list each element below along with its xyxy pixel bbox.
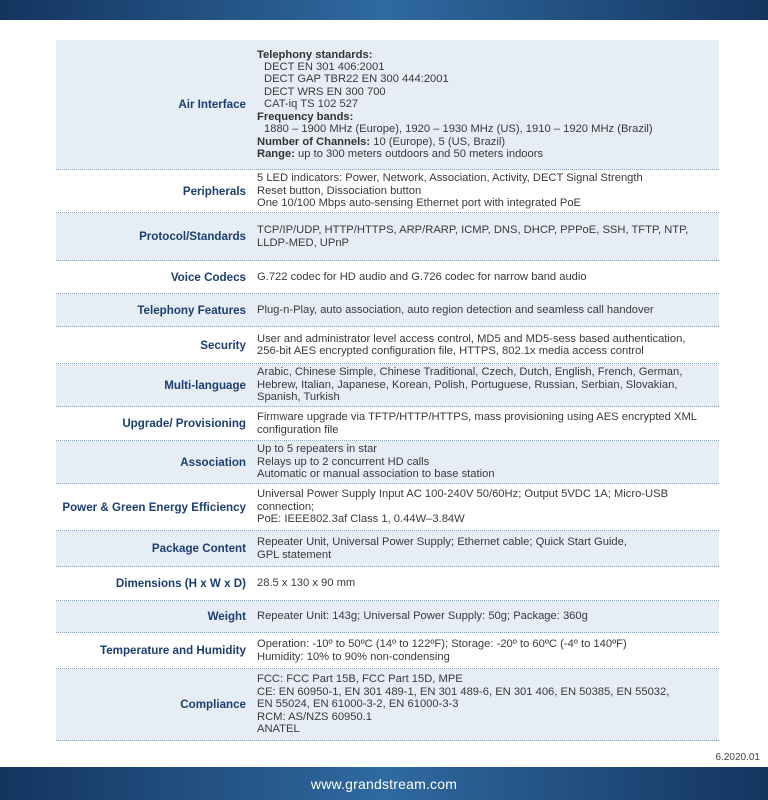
spec-line: TCP/IP/UDP, HTTP/HTTPS, ARP/RARP, ICMP, DNS, DHCP, PPPoE, SSH, TFTP, NTP, bbox=[257, 224, 689, 237]
spec-line: Up to 5 repeaters in star bbox=[257, 443, 378, 456]
spec-line: Operation: -10º to 50ºC (14º to 122ºF); Storage: -20º to 60ºC (-4º to 140ºF) bbox=[257, 638, 627, 651]
spec-line: connection; bbox=[257, 500, 315, 513]
spec-label: Temperature and Humidity bbox=[99, 644, 246, 657]
spec-row-air-interface bbox=[56, 40, 719, 170]
spec-row-compliance bbox=[56, 669, 719, 741]
spec-line: FCC: FCC Part 15B, FCC Part 15D, MPE bbox=[257, 673, 463, 686]
spec-label: Compliance bbox=[180, 698, 246, 711]
spec-value bbox=[253, 536, 719, 561]
spec-row-peripherals bbox=[56, 170, 719, 213]
spec-value bbox=[253, 411, 719, 436]
range-heading: Range: bbox=[257, 147, 295, 160]
spec-row-power bbox=[56, 484, 719, 531]
spec-label: Peripherals bbox=[182, 184, 246, 198]
spec-label: Upgrade/ Provisioning bbox=[122, 417, 246, 430]
spec-value bbox=[253, 366, 719, 403]
spec-value bbox=[253, 443, 719, 480]
version-code: 6.2020.01 bbox=[715, 752, 760, 763]
spec-row-temperature bbox=[56, 633, 719, 669]
range-value: up to 300 meters outdoors and 50 meters indoors bbox=[294, 147, 544, 160]
spec-label: Weight bbox=[207, 610, 246, 623]
spec-line: DECT WRS EN 300 700 bbox=[264, 85, 386, 98]
spec-value bbox=[253, 638, 719, 663]
spec-line: 28.5 x 130 x 90 mm bbox=[257, 577, 356, 590]
spec-line: DECT EN 301 406:2001 bbox=[264, 61, 385, 74]
spec-row-package bbox=[56, 531, 719, 567]
spec-value bbox=[253, 224, 719, 249]
spec-line: Plug-n-Play, auto association, auto region detection and seamless call handover bbox=[257, 303, 654, 316]
spec-line: One 10/100 Mbps auto-sensing Ethernet port with integrated PoE bbox=[257, 197, 582, 210]
spec-table bbox=[56, 40, 719, 741]
spec-value bbox=[253, 333, 719, 358]
spec-value bbox=[253, 577, 719, 589]
spec-row-multi-language bbox=[56, 364, 719, 407]
telephony-standards-heading: Telephony standards: bbox=[257, 48, 373, 61]
spec-label: Association bbox=[180, 455, 246, 469]
channels-heading: Number of Channels: bbox=[257, 135, 371, 148]
spec-line: Repeater Unit, Universal Power Supply; Ethernet cable; Quick Start Guide, bbox=[257, 536, 627, 549]
frequency-bands-heading: Frequency bands: bbox=[257, 110, 354, 123]
spec-label: Package Content bbox=[151, 542, 246, 555]
spec-row-association bbox=[56, 441, 719, 484]
spec-value bbox=[253, 172, 719, 209]
spec-row-protocol bbox=[56, 213, 719, 261]
spec-line: Humidity: 10% to 90% non-condensing bbox=[257, 650, 450, 663]
spec-value bbox=[253, 271, 719, 283]
spec-label: Dimensions (H x W x D) bbox=[115, 577, 246, 590]
spec-row-security bbox=[56, 327, 719, 364]
spec-line: 256-bit AES encrypted configuration file, HTTPS, 802.1x media access control bbox=[257, 345, 644, 357]
footer-banner bbox=[0, 767, 768, 800]
spec-line: Repeater Unit: 143g; Universal Power Supply: 50g; Package: 360g bbox=[257, 610, 588, 623]
spec-line: Relays up to 2 concurrent HD calls bbox=[257, 455, 430, 468]
spec-line: ANATEL bbox=[257, 723, 300, 736]
spec-line: 1880 – 1900 MHz (Europe), 1920 – 1930 MHz (US), 1910 – 1920 MHz (Brazil) bbox=[264, 123, 653, 136]
spec-line: Hebrew, Italian, Japanese, Korean, Polish, Portuguese, Russian, Serbian, Slovakian, bbox=[257, 378, 678, 391]
spec-value bbox=[253, 610, 719, 622]
spec-row-dimensions bbox=[56, 567, 719, 601]
spec-line: EN 55024, EN 61000-3-2, EN 61000-3-3 bbox=[257, 698, 459, 711]
footer-url-link[interactable]: www.grandstream.com bbox=[310, 775, 458, 792]
spec-line: Reset button, Dissociation button bbox=[257, 184, 422, 197]
spec-line: User and administrator level access control, MD5 and MD5-sess based authentication, bbox=[257, 332, 686, 345]
top-banner bbox=[0, 0, 768, 20]
spec-line: Automatic or manual association to base station bbox=[257, 468, 495, 481]
spec-row-weight bbox=[56, 601, 719, 633]
spec-label: Telephony Features bbox=[137, 303, 246, 317]
spec-line: Firmware upgrade via TFTP/HTTP/HTTPS, mass provisioning using AES encrypted XML bbox=[257, 411, 697, 424]
spec-line: CAT-iq TS 102 527 bbox=[264, 98, 359, 111]
spec-label: Air Interface bbox=[178, 98, 246, 111]
spec-line: LLDP-MED, UPnP bbox=[257, 236, 350, 249]
channels-value: 10 (Europe), 5 (US, Brazil) bbox=[370, 135, 506, 148]
spec-line: 5 LED indicators: Power, Network, Association, Activity, DECT Signal Strength bbox=[257, 172, 643, 185]
spec-value bbox=[253, 49, 719, 161]
spec-line: Universal Power Supply Input AC 100-240V 50/60Hz; Output 5VDC 1A; Micro-USB bbox=[257, 488, 669, 501]
spec-value bbox=[253, 673, 719, 735]
spec-label: Multi-language bbox=[164, 378, 246, 392]
spec-line: Arabic, Chinese Simple, Chinese Traditional, Czech, Dutch, English, French, German, bbox=[257, 366, 683, 379]
spec-row-voice-codecs bbox=[56, 261, 719, 294]
spec-label: Voice Codecs bbox=[170, 270, 246, 284]
spec-value bbox=[253, 304, 719, 316]
spec-row-telephony-features bbox=[56, 294, 719, 327]
spec-value bbox=[253, 488, 719, 525]
spec-line: Spanish, Turkish bbox=[257, 391, 340, 404]
spec-label: Protocol/Standards bbox=[139, 230, 246, 243]
spec-label: Security bbox=[200, 338, 246, 352]
spec-line: DECT GAP TBR22 EN 300 444:2001 bbox=[264, 73, 449, 86]
spec-row-upgrade bbox=[56, 407, 719, 441]
spec-label: Power & Green Energy Efficiency bbox=[62, 500, 246, 514]
spec-line: PoE: IEEE802.3af Class 1, 0.44W–3.84W bbox=[257, 513, 465, 526]
spec-line: CE: EN 60950-1, EN 301 489-1, EN 301 489-6, EN 301 406, EN 50385, EN 55032, bbox=[257, 685, 670, 698]
spec-line: G.722 codec for HD audio and G.726 codec for narrow band audio bbox=[257, 270, 587, 283]
spec-line: RCM: AS/NZS 60950.1 bbox=[257, 710, 373, 723]
spec-line: configuration file bbox=[257, 423, 339, 436]
spec-line: GPL statement bbox=[257, 548, 332, 561]
